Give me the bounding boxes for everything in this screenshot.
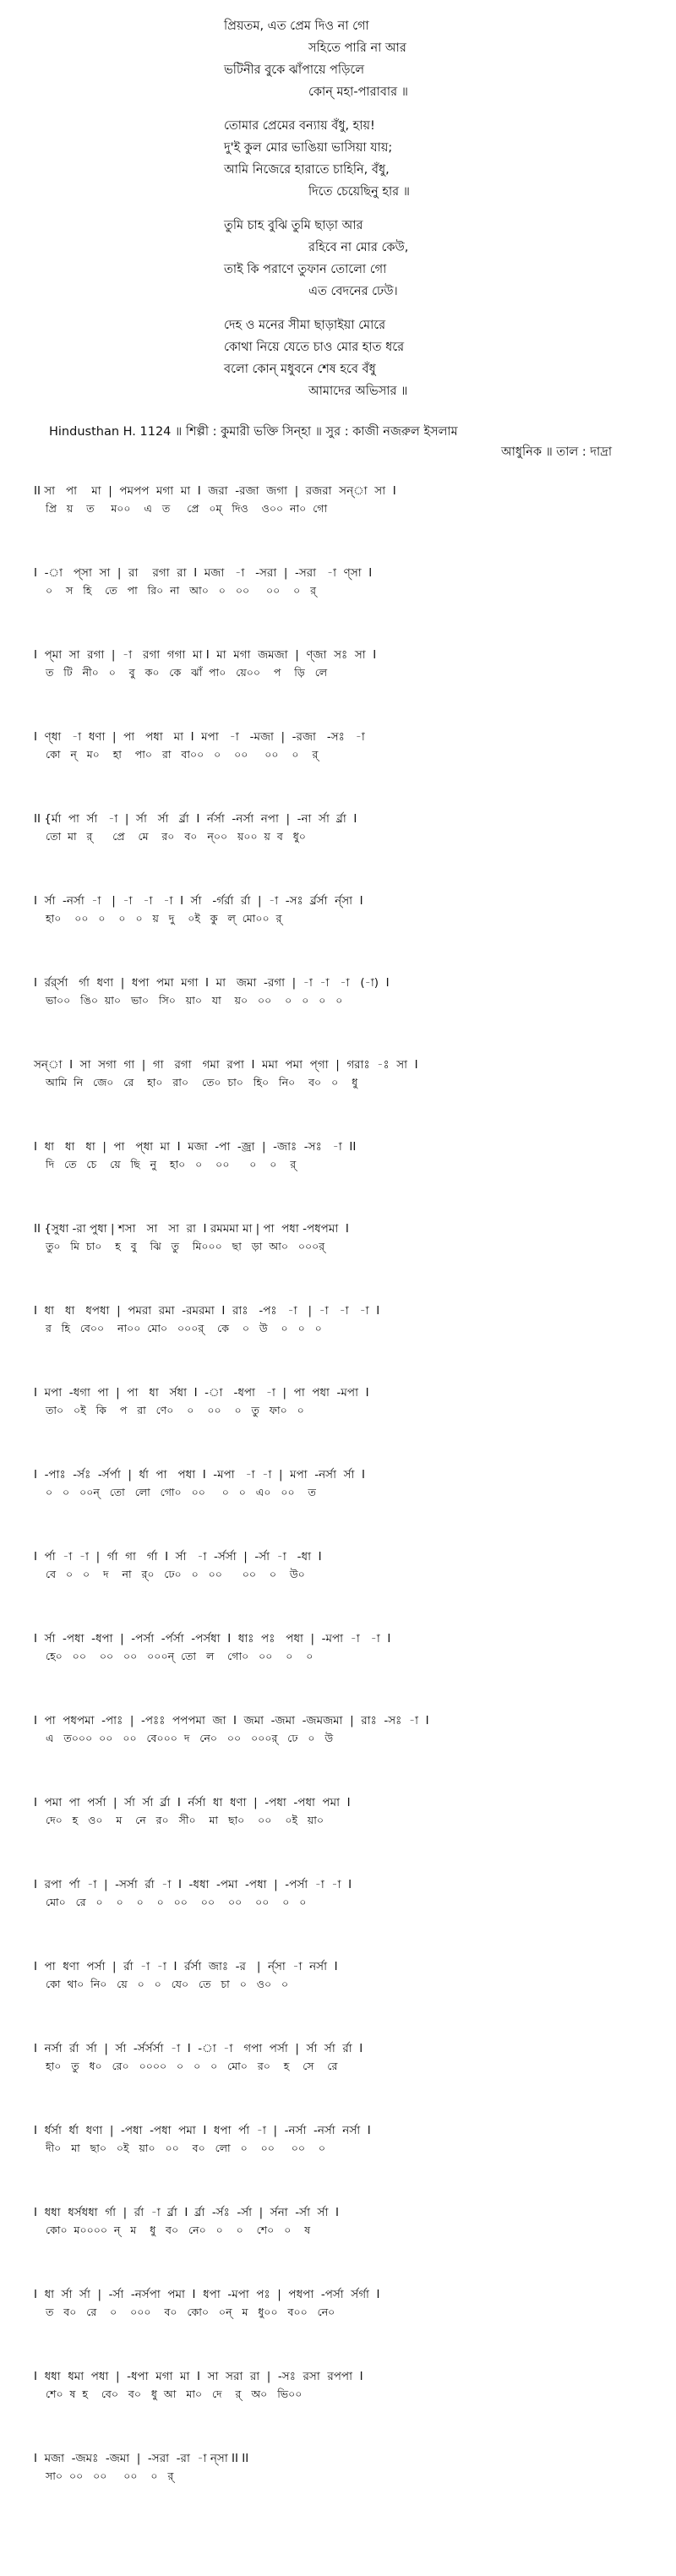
lyric-syllable-row: এ ত০০০ ০০ ০০ বে০০০ দ নে০ ০০ ০০০র্ ঢে ০ উ: [46, 1732, 334, 1744]
notation-line: [34, 1465, 663, 1501]
notation-line: [34, 646, 663, 681]
genre-taal: আধুনিক ॥ তাল : দাদ্রা: [501, 445, 613, 459]
notation-line: [34, 2449, 663, 2485]
song-lyrics: [224, 15, 663, 414]
swaralipi-row: I ধা ধা ধপধা | পমরা রমা -রমরমা I রাঃ -পঃ -া | -া -া -া I: [34, 1304, 380, 1318]
lyric-syllable-row: কো ন্ ম০ হা পা০ রা বা০০ ০ ০০ ০০ ০ র্: [46, 748, 319, 761]
swaralipi-row: I র্সা -পধা -ধপা | -পর্সা -র্পর্সা -পর্সধা I ধাঃ পঃ পধা | -মপা -া -া I: [34, 1632, 391, 1645]
lyric-line: এত বেদনের ঢেউ।: [308, 285, 398, 298]
lyric-syllable-row: সা০ ০০ ০০ ০০ ০ র্: [46, 2470, 174, 2482]
swaralipi-row: I ণ্‌ধা -া ধণা | পা পধা মা I মপা -া -মজা | -রজা -সঃ -া: [34, 730, 365, 744]
notation-line: [34, 564, 663, 599]
swaralipi-row: I র্রর্র্সা র্গা ধণা | ধপা পমা মগা I মা জমা -রগা | -া -া -া (-া) I: [34, 976, 390, 990]
lyric-syllable-row: র হি বে০০ না০০ মো০ ০০০র্ কে ০ উ ০ ০ ০: [46, 1322, 322, 1334]
swaralipi-row: সন্‌া I সা সগা গা | গা রগা গমা রপা I মমা পমা প্‌গা | গরাঃ -ঃ সা I: [34, 1058, 418, 1072]
swaralipi-row: I ধধা ধর্সধধা র্গা | র্রা -া র্র্রা I র্র্রা -র্সঃ -র্সা | র্সনা -র্সা র্সা I: [34, 2206, 339, 2219]
lyric-syllable-row: ত টি নী০ ০ বু ক০ কে ঝাঁ পা০ য়ে০০ প ড়ি লে: [46, 666, 328, 679]
swaralipi-row: II {সুধা -রা পুধা | শসা সা সা রা I রমমমা মা | পা পধা -পধপমা I: [34, 1222, 349, 1236]
notation-line: [34, 1793, 663, 1829]
swaralipi-row: I প্‌মা সা রগা | -া রগা গগা মা I মা মগা জমজা | ণ্‌জা সঃ সা I: [34, 648, 377, 662]
record-info: Hindusthan H. 1124 ॥ শিল্পী : কুমারী ভক্তি সিন্হা ॥ সুর : কাজী নজরুল ইসলাম: [49, 425, 458, 439]
notation-line: [34, 2039, 663, 2075]
lyric-line: তাই কি পরাণে তুফান তোলো গো: [224, 263, 387, 276]
lyric-syllable-row: ত ব০ রে ০ ০০০ ব০ কো০ ০ন্ ম ধু০০ ব০০ নে০: [46, 2306, 335, 2318]
swaralipi-row: I র্সা -নর্সা -া | -া -া -া I র্সা -র্গর্রা র্রা | -া -সঃ র্র্রর্সা র্ন্‌সা I: [34, 894, 363, 908]
notation-line: [34, 1957, 663, 1993]
swaralipi-row: I র্পা -া -া | র্গা গা র্গা I র্সা -া -র্সর্সা | -র্সা -া -ধা I: [34, 1550, 322, 1564]
lyric-line: দু'ই কুল মোর ভাঙিয়া ভাসিয়া যায়;: [224, 141, 393, 155]
lyric-syllable-row: প্রি য় ত ম০০ এ ত প্রে ০ম্ দিও ও০০ না০ গো: [46, 502, 328, 515]
notation-line: [34, 1629, 663, 1665]
notation-line: [34, 892, 663, 927]
notation-line: [34, 1384, 663, 1419]
lyric-syllable-row: শে০ ষ হ বে০ ব০ ধু আ মা০ দে র্ অ০ ভি০০: [46, 2388, 303, 2400]
lyric-line: প্রিয়তম, এত প্রেম দিও না গো: [224, 19, 369, 33]
lyric-line: দেহ ও মনের সীমা ছাড়াইয়া মোরে: [224, 319, 386, 332]
notation-line: [34, 1875, 663, 1911]
lyric-syllable-row: মো০ রে ০ ০ ০ ০ ০০ ০০ ০০ ০০ ০ ০: [46, 1896, 307, 1908]
swaralipi-row: I রপা র্পা -া | -সর্সা র্রা -া I -ধধা -পমা -পধা | -পর্সা -া -া I: [34, 1878, 352, 1891]
notation-line: [34, 2121, 663, 2157]
lyric-line: রহিবে না মোর কেউ,: [308, 241, 409, 254]
lyric-line: সহিতে পারি না আর: [308, 41, 406, 55]
lyric-syllable-row: কো০ ম০০০০ ন্ ম ধু ব০ নে০ ০ ০ শে০ ০ ষ: [46, 2224, 311, 2236]
lyric-syllable-row: বে ০ ০ দ না র্০ ঢে০ ০ ০০ ০০ ০ উ০: [46, 1568, 305, 1580]
lyric-syllable-row: আমি নি জে০ রে হা০ রা০ তে০ চা০ হি০ নি০ ব০ ০ ধু: [46, 1076, 358, 1089]
lyric-line: আমাদের অভিসার ॥: [308, 385, 408, 398]
swaralipi-row: I -া প্‌সা সা | রা রগা রা I মজা -া -সরা | -সরা -া ণ্‌সা I: [34, 566, 373, 580]
lyric-syllable-row: হা০ তু ধ০ রে০ ০০০০ ০ ০ ০ মো০ র০ হ সে রে: [46, 2060, 338, 2072]
swaralipi-row: II {র্মা পা র্সা -া | র্সা র্সা র্র্রা I র্নর্সা -নর্সা নপা | -না র্সা র্র্রা I: [34, 812, 357, 826]
lyric-syllable-row: তো মা র্ প্রে মে র০ ব০ ন্০০ য়০০ য় ব ধু০: [46, 830, 306, 843]
lyric-syllable-row: ভা০০ ঙি০ য়া০ ভা০ সি০ য়া০ যা য়০ ০০ ০ ০ ০ ০: [46, 994, 343, 1007]
swaralipi-row: I মপা -ধগা পা | পা ধা র্সধা I -া -ধপা -া | পা পধা -মপা I: [34, 1386, 369, 1400]
swaralipi-row: I মজা -জমঃ -জমা | -সরা -রা -া ন্‌সা II II: [34, 2452, 249, 2465]
swaralipi-row: I -পাঃ -র্সঃ -র্সর্পা | র্ধা পা পধা I -মপা -া -া | মপা -নর্সা র্সা I: [34, 1468, 365, 1482]
lyric-line: তোমার প্রেমের বন্যায় বঁধু, হায়!: [224, 119, 375, 133]
notation-line: [34, 974, 663, 1009]
lyric-syllable-row: তু০ মি চা০ হ বু ঝি তু মি০০০ ছা ড়া আ০ ০০০র্: [46, 1240, 325, 1253]
lyric-syllable-row: ০ স হি তে পা রি০ না আ০ ০ ০০ ০০ ০ র্: [46, 584, 317, 597]
notation-line: [34, 1220, 663, 1255]
notation-line: [34, 2203, 663, 2239]
notation-line: [34, 2367, 663, 2403]
swaralipi-row: I পমা পা পর্সা | র্সা র্সা র্র্রা I র্নর্সা ধা ধণা | -পধা -পধা পমা I: [34, 1796, 351, 1809]
notation-line: [34, 1302, 663, 1337]
record-header: [49, 423, 657, 459]
notation-line: [34, 1056, 663, 1091]
notation-line: [34, 2285, 663, 2321]
swaralipi-row: I ধা ধা ধা | পা প্‌ধা মা I মজা -পা -জ্রা | -জাঃ -সঃ -া II: [34, 1140, 357, 1154]
notation-line: [34, 1138, 663, 1173]
lyric-syllable-row: হা০ ০০ ০ ০ ০ য় দু ০ই কু ল্ মো০০ র্: [46, 912, 282, 925]
notation-line: [34, 728, 663, 763]
lyric-syllable-row: দি তে চে য়ে ছি নু হা০ ০ ০০ ০ ০ র্: [46, 1158, 297, 1171]
swaralipi-row: I ধধা ধমা পধা | -ধপা মগা মা I সা সরা রা | -সঃ রসা রপপা I: [34, 2370, 363, 2383]
lyric-stanza: [224, 15, 663, 103]
lyric-syllable-row: কো থা০ নি০ য়ে ০ ০ যে০ তে চা ০ ও০ ০: [46, 1978, 289, 1990]
swaralipi-row: I র্ধর্সা র্ধা ধণা | -পধা -পধা পমা I ধপা র্পা -া | -নর্সা -নর্সা নর্সা I: [34, 2124, 371, 2137]
lyric-line: ভটিনীর বুকে ঝাঁপায়ে পড়িলে: [224, 63, 365, 77]
lyric-syllable-row: দে০ হ ও০ ম নে র০ সী০ মা ছা০ ০০ ০ই য়া০: [46, 1814, 324, 1826]
swaralipi-row: I নর্সা র্রা র্সা | র্সা -র্সর্সর্সা -া I -া -া গপা পর্সা | র্সা র্সা র্রা I: [34, 2042, 363, 2055]
lyric-line: কোথা নিয়ে যেতে চাও মোর হাত ধরে: [224, 341, 405, 354]
lyric-line: দিতে চেয়েছিনু হার ॥: [308, 185, 410, 199]
lyric-syllable-row: ০ ০ ০০ন্ তো লো গো০ ০০ ০ ০ এ০ ০০ ত: [46, 1486, 316, 1498]
swaralipi-row: I ধা র্সা র্সা | -র্সা -নর্সপা পমা I ধপা -মপা পঃ | পধপা -পর্সা র্সর্গা I: [34, 2288, 380, 2301]
lyric-stanza: [224, 314, 663, 402]
lyric-line: কোন্ মহা-পারাবার ॥: [308, 85, 408, 99]
notation-line: [34, 1711, 663, 1747]
lyric-syllable-row: হে০ ০০ ০০ ০০ ০০০ন্ তো ল গো০ ০০ ০ ০: [46, 1650, 313, 1662]
swaralipi-row: I পা ধণা পর্সা | র্রা -া -া I র্রর্সা জাঃ -র | র্ন্‌সা -া নর্সা I: [34, 1960, 338, 1973]
lyric-line: তুমি চাহ বুঝি তুমি ছাড়া আর: [224, 219, 363, 232]
lyric-syllable-row: তা০ ০ই কি প রা ণে০ ০ ০০ ০ তু ফা০ ০: [46, 1404, 304, 1416]
lyric-line: আমি নিজেরে হারাতে চাহিনি, বঁধু,: [224, 163, 390, 177]
notation-line: [34, 810, 663, 845]
lyric-stanza: [224, 115, 663, 203]
notation-line: [34, 1547, 663, 1583]
lyric-syllable-row: দী০ মা ছা০ ০ই য়া০ ০০ ব০ লো ০ ০০ ০০ ০: [46, 2142, 326, 2154]
lyric-stanza: [224, 215, 663, 303]
notation-line: [34, 482, 663, 517]
lyric-line: বলো কোন্ মধুবনে শেষ হবে বঁধু: [224, 363, 376, 376]
swaralipi-row: I পা পধপমা -পাঃ | -পঃঃ পপপমা জা I জমা -জমা -জমজমা | রাঃ -সঃ -া I: [34, 1714, 429, 1727]
swaralipi-row: II সা পা মা | পমপপ মগা মা I জরা -রজা জগা | রজরা সন্‌া সা I: [34, 484, 396, 498]
